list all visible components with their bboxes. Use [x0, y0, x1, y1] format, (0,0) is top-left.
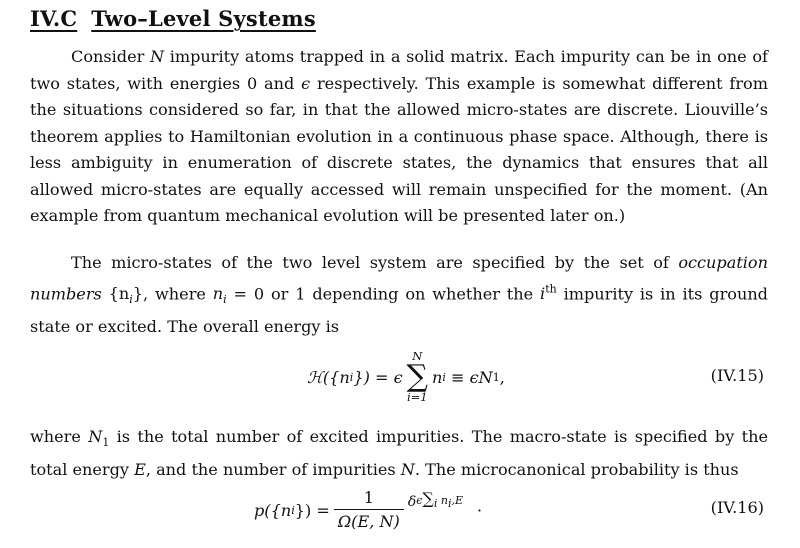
sum-symbol: ∑: [406, 359, 428, 394]
p3-math-N: N: [400, 459, 415, 479]
p1-text-3: respectively. This example is somewhat different from the situations considered so far, in that the allowed micro-states are discrete. Liouville’s theorem applies to Hamiltonian evolution in a continuous phase space. Although, there is less ambiguity in enumeration of discrete states, the dynamics that ensures that all allowed micro-states are equally accessed will remain unspecified for the moment. (An example from quantum mechanical evolution will be presented later on.): [30, 73, 768, 225]
eq16-dot: ·: [477, 500, 483, 520]
equation-iv-16: [0, 480, 800, 540]
p2-text-4: = 0 or 1 depending on whether the: [226, 283, 541, 303]
p3-math-E: E: [134, 459, 146, 479]
eq16-lhs: p({n: [254, 500, 292, 520]
equation-number-iv-15: (IV.15): [710, 366, 764, 385]
sum-lower-limit: i=1: [406, 390, 428, 404]
eq15-rhs: ≡ ϵN: [445, 367, 493, 387]
kronecker-delta: $\delta\epsilon\sum_i$ $n_i,E$: [407, 489, 464, 511]
p2-math-ith: $i^{th}$: [540, 282, 557, 303]
p3-text-4: . The microcanonical probability is thus: [414, 459, 739, 479]
p2-math-ni: $n_i$: [212, 283, 227, 307]
fraction: [334, 487, 404, 534]
eq15-summand: n: [432, 367, 443, 387]
p3-text-1: where: [30, 427, 89, 446]
p2-text-5: impurity is in its ground state or excited. The overall energy is: [30, 283, 768, 336]
p2-math-set: $\{n_i\}$: [108, 283, 144, 307]
section-heading: [30, 6, 316, 31]
equation-number-iv-16: (IV.16): [710, 498, 764, 517]
paragraph-1: [30, 44, 768, 230]
eq15-rhs-sub: 1: [492, 370, 500, 384]
p3-math-N1: $N_1$: [88, 427, 110, 450]
eq16-lhs-sub: i: [291, 503, 295, 517]
equation-iv-15-body: [307, 342, 505, 412]
eq15-summand-sub: i: [442, 370, 446, 384]
p3-text-3: , and the number of impurities: [145, 459, 401, 479]
eq15-end: ,: [499, 367, 505, 387]
eq15-lhs-sub: i: [349, 370, 354, 384]
section-number: IV.C: [30, 6, 78, 31]
p1-math-N: N: [149, 47, 165, 66]
paragraph-3: [30, 424, 768, 483]
p3-text-2: is the total number of excited impurities. The macro-state is specified by the total energy: [30, 427, 768, 479]
eq15-lhs: ℋ({n: [307, 367, 350, 387]
equation-iv-15: [0, 342, 800, 412]
p1-text-1: Consider: [71, 47, 150, 66]
p1-text-2: impurity atoms trapped in a solid matrix. Each impurity can be in one of two states, with energies 0 and: [30, 47, 768, 93]
fraction-denominator: Ω(E, N): [334, 509, 404, 534]
p1-math-epsilon: ϵ: [301, 73, 311, 93]
sum-upper-limit: N: [412, 348, 423, 363]
paragraph-2: [30, 250, 768, 340]
equation-iv-16-body: [254, 480, 482, 540]
section-title: Two–Level Systems: [91, 6, 316, 31]
p2-text-3: , where: [143, 283, 213, 303]
p2-occupation-numbers: occupation numbers: [30, 253, 768, 303]
fraction-numerator: 1: [363, 487, 374, 507]
p2-text-1: The micro-states of the two level system are specified by the set of: [71, 253, 679, 272]
p2-space: [102, 284, 109, 303]
summation-operator: [406, 348, 428, 404]
eq15-lhs-close: }) = ϵ: [353, 367, 403, 387]
eq16-lhs-close: }) =: [294, 500, 330, 520]
